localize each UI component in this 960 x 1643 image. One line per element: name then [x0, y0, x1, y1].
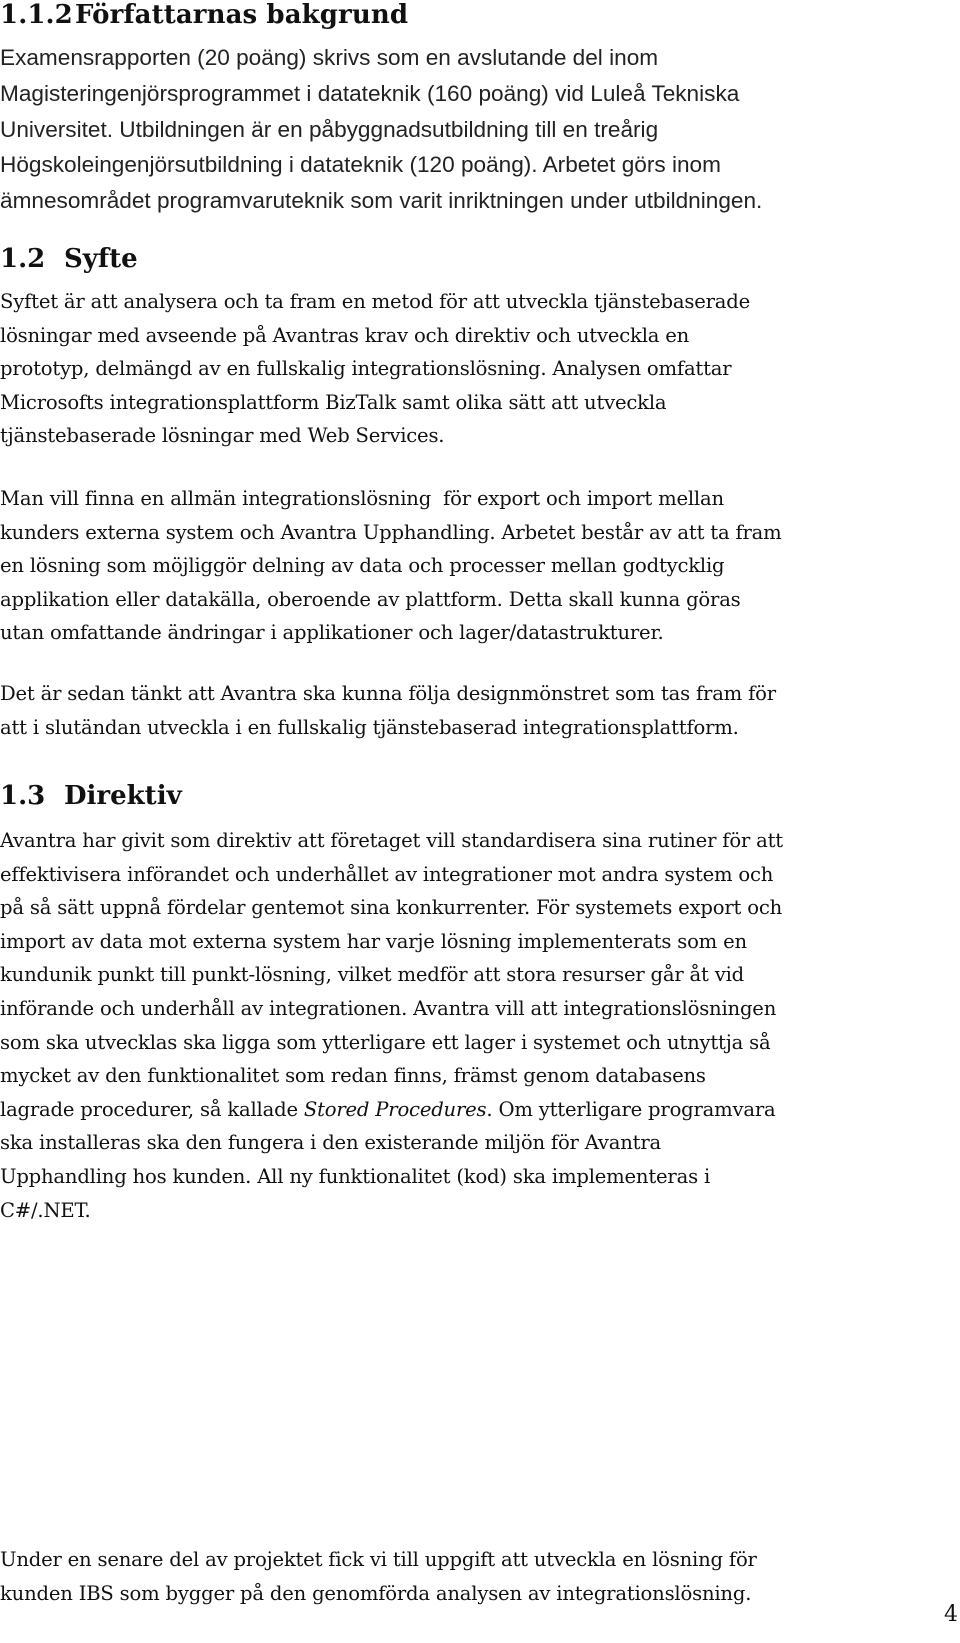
text-line: kunden IBS som bygger på den genomförda analysen av integrationslösning.: [0, 1581, 752, 1605]
text-line: Syftet är att analysera och ta fram en metod för att utveckla tjänstebaserade: [0, 290, 750, 313]
text-line: Microsofts integrationsplattform BizTalk samt olika sätt att utveckla: [0, 390, 667, 414]
text-line: ska installeras ska den fungera i den existerande miljön för Avantra: [0, 1131, 661, 1155]
text-line: Under en senare del av projektet fick vi till uppgift att utveckla en lösning för: [0, 1548, 757, 1571]
heading-title: Syfte: [64, 244, 138, 274]
text-line: applikation eller datakälla, oberoende av plattform. Detta skall kunna göras: [0, 587, 741, 611]
text-line: Universitet. Utbildningen är en påbyggnadsutbildning till en treårig: [0, 116, 659, 142]
paragraph-direktiv-1: [0, 824, 960, 1227]
paragraph-syfte-3: [0, 677, 960, 744]
text-line: tjänstebaserade lösningar med Web Services.: [0, 424, 445, 448]
text-line: på så sätt uppnå fördelar gentemot sina konkurrenter. För systemets export och: [0, 896, 783, 920]
text-line: som ska utvecklas ska ligga som ytterligare ett lager i systemet och utnyttja så: [0, 1030, 771, 1054]
text-fragment: . Om ytterligare programvara: [486, 1097, 776, 1121]
heading-title: Direktiv: [64, 781, 182, 811]
text-line: Examensrapporten (20 poäng) skrivs som en avslutande del inom: [0, 45, 659, 70]
paragraph-direktiv-2: [0, 1543, 960, 1610]
heading-number: 1.2: [0, 244, 46, 274]
text-line: kunders externa system och Avantra Upphandling. Arbetet består av att ta fram: [0, 520, 782, 544]
paragraph-syfte-2: [0, 482, 960, 650]
page-number: 4: [944, 1602, 958, 1627]
heading-title: Författarnas bakgrund: [75, 0, 409, 30]
text-line: Avantra har givit som direktiv att företaget vill standardisera sina rutiner för att: [0, 829, 783, 852]
paragraph-bakgrund: [0, 40, 960, 219]
heading-number: 1.1.2: [0, 0, 73, 30]
text-line: lösningar med avseende på Avantras krav och direktiv och utveckla en: [0, 323, 690, 347]
heading-number: 1.3: [0, 781, 46, 811]
text-line: C#/.NET.: [0, 1198, 91, 1222]
italic-term-stored-procedures: Stored Procedures: [303, 1097, 487, 1121]
text-line: mycket av den funktionalitet som redan finns, främst genom databasens: [0, 1064, 706, 1088]
text-fragment: lagrade procedurer, så kallade: [0, 1097, 304, 1121]
text-line: Upphandling hos kunden. All ny funktionalitet (kod) ska implementeras i: [0, 1164, 711, 1188]
heading-direktiv: [0, 781, 182, 811]
paragraph-syfte-1: [0, 285, 960, 453]
text-line: Högskoleingenjörsutbildning i datateknik (120 poäng). Arbetet görs inom: [0, 152, 721, 178]
text-line: effektivisera införandet och underhållet av integrationer mot andra system och: [0, 862, 774, 886]
text-line-with-italic: [0, 1093, 960, 1127]
text-line: en lösning som möjliggör delning av data och processer mellan godtycklig: [0, 554, 725, 578]
text-line: prototyp, delmängd av en fullskalig integrationslösning. Analysen omfattar: [0, 357, 732, 381]
text-line: Magisteringenjörsprogrammet i datateknik (160 poäng) vid Luleå Tekniska: [0, 80, 740, 106]
heading-syfte: [0, 244, 138, 274]
text-line: kundunik punkt till punkt-lösning, vilket medför att stora resurser går åt vid: [0, 963, 745, 987]
heading-forfattarnas-bakgrund: [0, 0, 408, 30]
text-line: import av data mot externa system har varje lösning implementerats som en: [0, 929, 747, 953]
text-line: att i slutändan utveckla i en fullskalig tjänstebaserad integrationsplattform.: [0, 715, 739, 739]
text-line: ämnesområdet programvaruteknik som varit inriktningen under utbildningen.: [0, 188, 763, 214]
text-line: Man vill finna en allmän integrationslösning för export och import mellan: [0, 487, 724, 510]
text-line: införande och underhåll av integrationen. Avantra vill att integrationslösningen: [0, 996, 777, 1020]
text-line: utan omfattande ändringar i applikationer och lager/datastrukturer.: [0, 621, 664, 645]
text-line: Det är sedan tänkt att Avantra ska kunna följa designmönstret som tas fram för: [0, 682, 776, 705]
